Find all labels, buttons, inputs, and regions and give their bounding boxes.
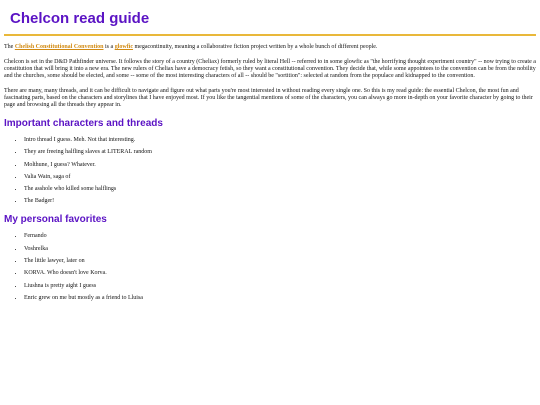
list-item: • The little lawyer, later on [24, 258, 536, 265]
important-threads-list [4, 137, 536, 205]
page-title: Chelcon read guide [10, 10, 150, 27]
chelish-convention-link[interactable]: Chelish Constitutional Convention [14, 44, 104, 50]
list-item: • Molthune, I guess? Whatever. [24, 162, 536, 169]
intro-text: is a [103, 44, 115, 50]
favorites-list [4, 233, 536, 301]
intro-text: The [4, 44, 15, 50]
list-item: • Liushna is pretty aight I guess [24, 283, 536, 290]
intro-paragraph-2: Chelcon is set in the D&D Pathfinder universe. It follows the story of a country (Cheliax) formerly ruled by literal Hell -- referred to in some glowfic as "the horrifying thought experiment country" -- now trying to create a constitution that will bring it into a new era. The new rulers of Cheliax have a democracy fetish, so they want a constitutional convention. They decide that, while some appointees to the convention can be from the nobility and the churches, some should be elected, and some -- some of the most interesting characters of all -- should be "sortition": selected at random from the populace and kidnapped to the convention. [4, 59, 536, 79]
intro-paragraph-1 [4, 44, 536, 51]
list-item: • Voshrelka [24, 246, 536, 253]
list-item: • KORVA. Who doesn't love Korva. [24, 270, 536, 277]
list-item: • Fernando [24, 233, 536, 240]
intro-text: megacontinuity, meaning a collaborative fiction project written by a whole bunch of different people. [133, 44, 378, 50]
list-item: • They are freeing halfling slaves at LITERAL random [24, 149, 536, 156]
list-item: • The asshole who killed some halflings [24, 186, 536, 193]
intro-paragraph-3: There are many, many threads, and it can be difficult to navigate and figure out what parts you're most interested in without reading every single one. So this is my read guide: the essential Chelcon, the most fun and fascinating parts, based on the characters and storylines that I have enjoyed most. If you like the tangential mentions of some of the characters, you can always go more in-depth on your favorite character by going to their page and browsing all the threads they appear in. [4, 88, 533, 108]
list-item: • The Badger! [24, 198, 536, 205]
list-item: • Enric grew on me but mostly as a friend to Lluisa [24, 295, 536, 302]
main-content [0, 44, 540, 302]
list-item: • Intro thread I guess. Meh. Not that interesting. [24, 137, 536, 144]
list-item: • Valia Wain, saga of [24, 174, 536, 181]
section-heading-important: Important characters and threads [4, 118, 163, 129]
section-heading-favorites: My personal favorites [4, 214, 107, 226]
title-divider [4, 34, 536, 36]
glowfic-link[interactable]: glowfic [114, 44, 134, 50]
